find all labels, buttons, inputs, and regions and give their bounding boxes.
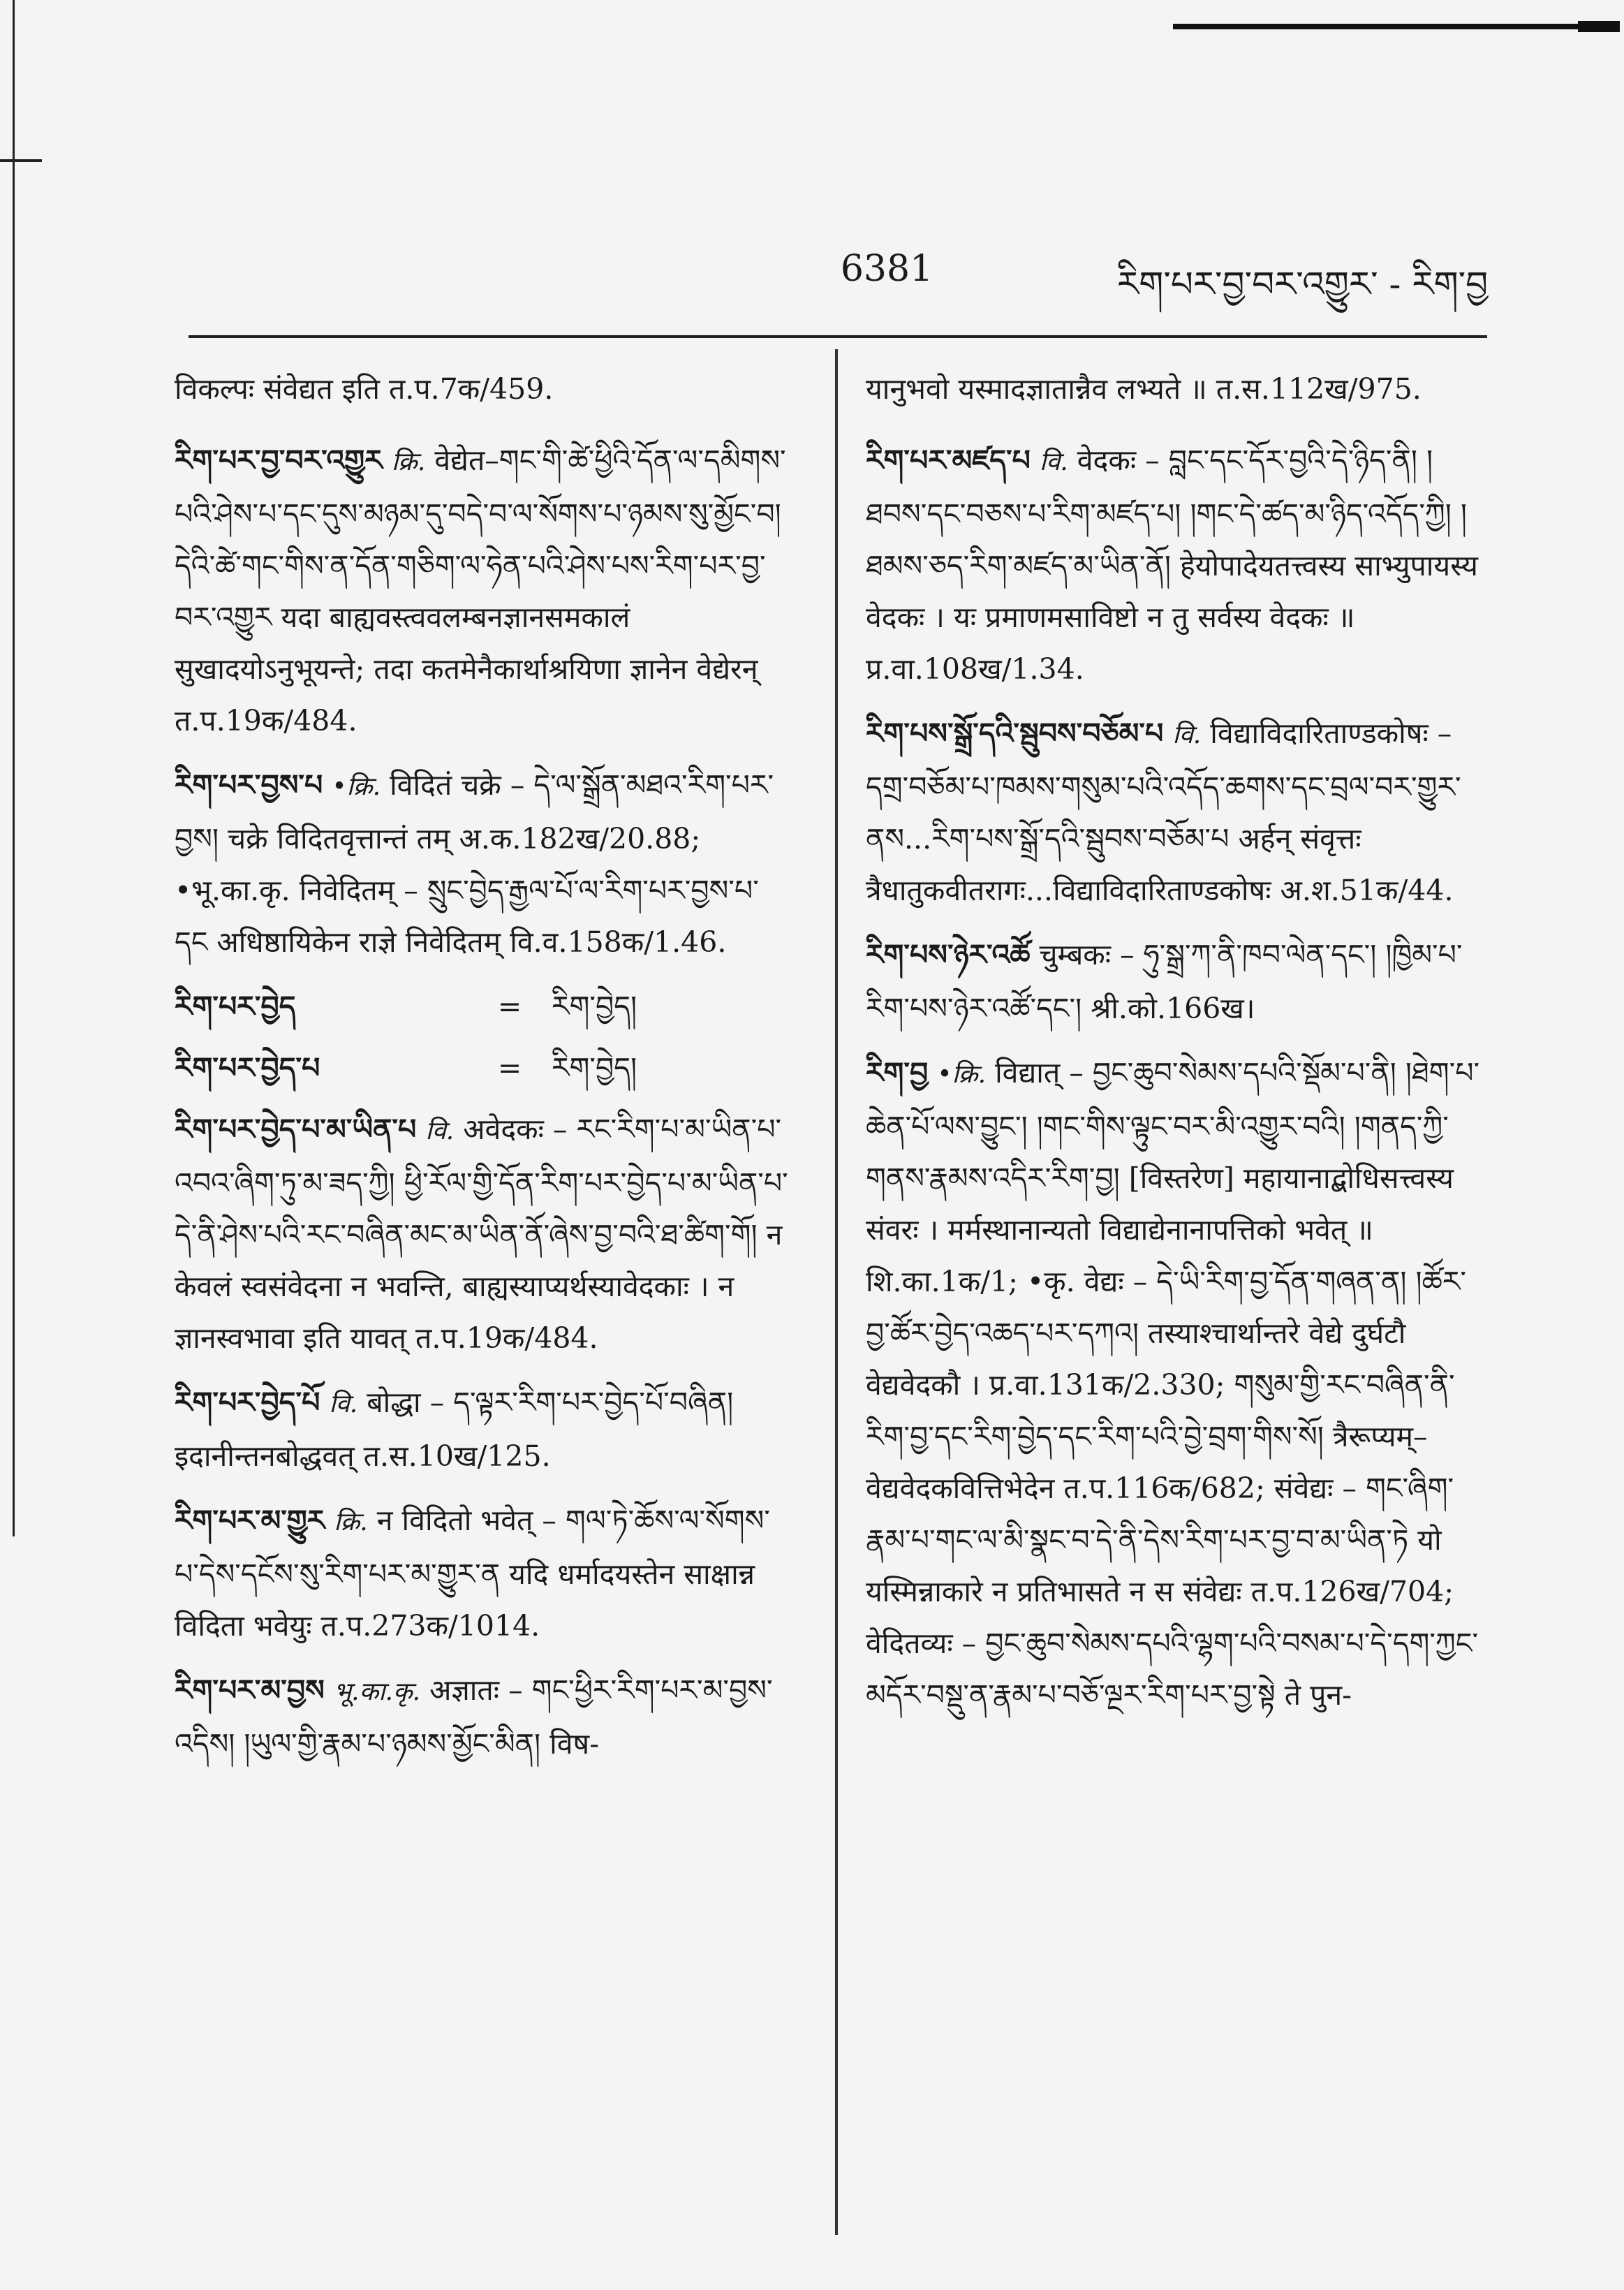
grammar-tag: क्रि. [334, 1508, 368, 1536]
equals-sign: = [497, 990, 522, 1023]
headword: རིག་པར་མ་གྱུར [175, 1504, 325, 1537]
dictionary-entry [866, 707, 1480, 916]
headword: རིག་པར་བྱས་པ [175, 768, 323, 802]
dictionary-entry [866, 434, 1480, 695]
page-number: 6381 [840, 248, 933, 290]
entry-text: विद्याविदारिताण्डकोषः – དགྲ་བཅོམ་པ་ཁམས་གསུམ་པའི་འདོད་ཆགས་དང་བྲལ་བར་གྱུར་ནས...རིག་པས་སྒྲོ་དའི་སྦུབས་བཅོམ་པ अर्हन् संवृत्तः त्रैधातुकवीतरागः...विद्याविदारिताण्डकोषः अ.श.51क/44. [866, 717, 1461, 907]
dictionary-entry [175, 1664, 789, 1770]
dictionary-entry [866, 1047, 1480, 1721]
dictionary-entry [175, 1495, 789, 1652]
headword: རིག་པར་བྱེད་པ [175, 1051, 320, 1085]
headword: རིག་བྱ [866, 1056, 929, 1089]
entry-text: विदितं चक्रे – དེ་ལ་སྒྲོན་མཐའ་རིག་པར་བྱས། चक्रे विदितवृत्तान्तं तम् अ.क.182ख/20.88; •भू.का.कृ. निवेदितम् – སྲུང་བྱེད་རྒྱལ་པོ་ལ་རིག་པར་བྱས་པ་དང अधिष्ठायिकेन राज्ञे निवेदितम् वि.व.158क/1.46. [175, 768, 774, 959]
entry-text: अवेदकः – རང་རིག་པ་མ་ཡིན་པ་འབའ་ཞིག་ཏུ་མ་ཟད་ཀྱི། ཕྱི་རོལ་གྱི་དོན་རིག་པར་བྱེད་པ་མ་ཡིན་པ་དེ་ནི་ཤེས་པའི་རང་བཞིན་མང་མ་ཡིན་ནོ་ཞེས་བྱ་བའི་ཐ་ཚིག་གོ། न केवलं स्वसंवेदना न भवन्ति, बाह्यस्याप्यर्थस्यावेदकाः । न ज्ञानस्वभावा इति यावत् त.प.19क/484. [175, 1113, 788, 1355]
headword: རིག་པས་སྒྲོ་དའི་སྦུབས་བཅོམ་པ [866, 717, 1164, 750]
left-column [175, 363, 789, 1782]
headword: རིག་པས་ཉེར་འཚོ [866, 938, 1031, 971]
entry-text: यानुभवो यस्मादज्ञातान्नैव लभ्यते ॥ त.स.112ख/975. [866, 372, 1422, 406]
grammar-tag: वि. [1039, 448, 1068, 476]
dictionary-entry [175, 434, 789, 747]
headword: རིག་པར་བྱེད་པ་མ་ཡིན་པ [175, 1113, 417, 1146]
entry-text: वेदकः – བླང་དང་དོར་བྱའི་དེ་ཉིད་ནི། །ཐབས་དང་བཅས་པ་རིག་མཛད་པ། །གང་དེ་ཚད་མ་ཉིད་འདོད་ཀྱི། །ཐམས་ཅད་རིག་མཛད་མ་ཡིན་ནོ། हेयोपादेयतत्त्वस्य साभ्युपायस्य वेदकः । यः प्रमाणमसाविष्टो न तु सर्वस्य वेदकः ॥ प्र.वा.108ख/1.34. [866, 443, 1478, 686]
headword: རིག་པར་མ་བྱས [175, 1673, 325, 1707]
entry-text: न विदितो भवेत् – གལ་ཏེ་ཆོས་ལ་སོགས་པ་དེས་དངོས་སུ་རིག་པར་མ་གྱུར་ན यदि धर्मादयस्तेन साक्षान्न विदिता भवेयुः त.प.273क/1014. [175, 1504, 770, 1643]
top-rule-mark [1173, 24, 1620, 29]
running-head: རིག་པར་བྱ་བར་འགྱུར་ - རིག་བྱ [1117, 264, 1489, 304]
right-column [866, 363, 1480, 1733]
cross-reference-entry [175, 981, 789, 1032]
entry-continuation [866, 363, 1480, 415]
equals-sign: = [497, 1051, 522, 1085]
header-rule [189, 335, 1487, 338]
grammar-tag: वि. [425, 1117, 455, 1145]
dictionary-entry [175, 759, 789, 968]
cross-reference-target: རིག་བྱེད། [552, 990, 637, 1023]
headword: རིག་པར་བྱེད་པོ [175, 1386, 320, 1419]
cross-reference-entry [175, 1042, 789, 1094]
grammar-tag: •क्रि. [937, 1060, 987, 1089]
dictionary-entry [175, 1377, 789, 1482]
grammar-tag: वि. [1172, 721, 1202, 749]
entry-text: विकल्पः संवेद्यत इति त.प.7क/459. [175, 372, 554, 406]
headword: རིག་པར་མཛད་པ [866, 443, 1031, 477]
entry-text: वेद्येत–གང་གི་ཚེ་ཕྱིའི་དོན་ལ་དམིགས་པའི་ཤེས་པ་དང་དུས་མཉམ་དུ་བདེ་བ་ལ་སོགས་པ་ཉམས་སུ་མྱོང་བ། དེའི་ཚེ་གང་གིས་ན་དོན་གཅིག་ལ་ཧེན་པའི་ཤེས་པས་རིག་པར་བྱ་བར་འགྱུར यदा बाह्यवस्त्ववलम्बनज्ञानसमकालं सुखादयोऽनुभूयन्ते; तदा कतमेनैकार्थाश्रयिणा ज्ञानेन वेद्येरन् त.प.19क/484. [175, 443, 786, 737]
entry-continuation [175, 363, 789, 415]
grammar-tag: क्रि. [391, 448, 426, 476]
entry-text: विद्यात् – བྱང་ཆུབ་སེམས་དཔའི་སྡོམ་པ་ནི། །ཐེག་པ་ཆེན་པོ་ལས་བྱུང་། །གང་གིས་ལྟུང་བར་མི་འགྱུར་བའི། །གནད་ཀྱི་གནས་རྣམས་འདིར་རིག་བྱ། [विस्तरेण] महायानाद्बोधिसत्त्वस्य संवरः । मर्मस्थानान्यतो विद्याद्येनानापत्तिको भवेत् ॥ शि.का.1क/1; •कृ. वेद्यः – དེ་ཡི་རིག་བྱ་དོན་གཞན་ན། །ཚོར་བྱ་ཚོར་བྱེད་འཆད་པར་དཀའ། तस्याश्चार्थान्तरे वेद्ये दुर्घटौ वेद्यवेदकौ । प्र.वा.131क/2.330; གསུམ་གྱི་རང་བཞིན་ནི་རིག་བྱ་དང་རིག་བྱེད་དང་རིག་པའི་བྱེ་བྲག་གིས་སོ། त्रैरूप्यम्–वेद्यवेदकवित्तिभेदेन त.प.116क/682; संवेद्यः – གང་ཞིག་རྣམ་པ་གང་ལ་མི་སྣང་བ་དེ་ནི་དེས་རིག་པར་བྱ་བ་མ་ཡིན་ཏེ यो यस्मिन्नाकारे न प्रतिभासते न स संवेद्यः त.प.126ख/704; वेदितव्यः – བྱང་ཆུབ་སེམས་དཔའི་ལྷག་པའི་བསམ་པ་དེ་དག་ཀྱང་མདོར་བསྡུ་ན་རྣམ་པ་བཅོ་ལྔར་རིག་པར་བྱ་སྟེ ते पुन- [866, 1056, 1480, 1712]
entry-text: चुम्बकः – ཧུ་སྒྲ་ཀ་ནི་ཁབ་ལེན་དང་། །ཁྱིམ་པ་རིག་པས་ཉེར་འཚོ་དང་། श्री.को.166ख। [866, 938, 1463, 1025]
scan-edge-line [13, 0, 15, 1536]
scan-edge-tick [0, 159, 42, 162]
grammar-tag: •क्रि. [332, 772, 381, 801]
top-rule-mark-thick [1578, 21, 1620, 32]
headword: རིག་པར་བྱ་བར་འགྱུར [175, 443, 383, 477]
headword: རིག་པར་བྱེད [175, 990, 296, 1023]
grammar-tag: वि. [329, 1390, 358, 1418]
entry-text: अज्ञातः – གང་ཕྱིར་རིག་པར་མ་བྱས་འདིས། །ཡུལ་གྱི་རྣམ་པ་ཉམས་མྱོང་མིན། विष- [175, 1673, 773, 1761]
entry-text: बोद्धा – ད་ལྟར་རིག་པར་བྱེད་པོ་བཞིན། इदानीन्तनबोद्धवत् त.स.10ख/125. [175, 1386, 734, 1473]
grammar-tag: भू.का.कृ. [333, 1678, 421, 1706]
dictionary-entry [866, 929, 1480, 1034]
dictionary-entry [175, 1103, 789, 1364]
cross-reference-target: རིག་བྱེད། [552, 1051, 637, 1085]
column-divider [835, 349, 838, 2235]
